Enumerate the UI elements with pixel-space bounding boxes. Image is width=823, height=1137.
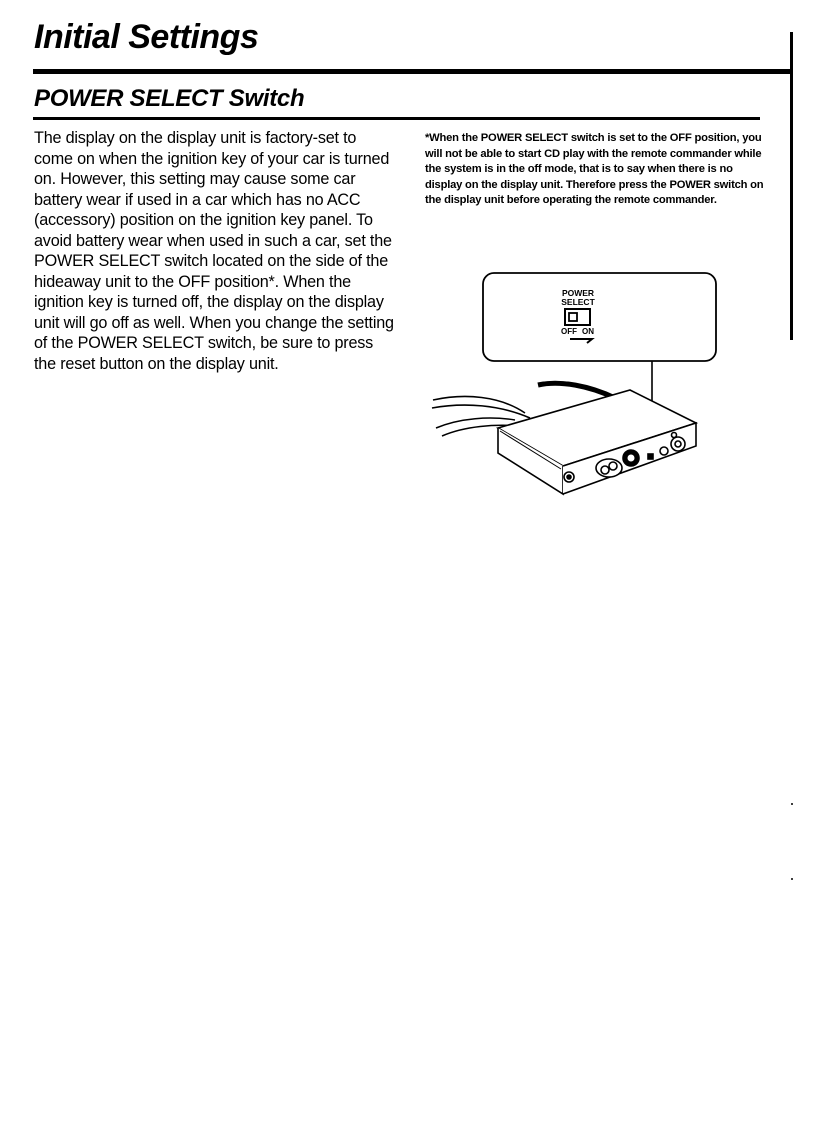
- scan-mark: [791, 803, 793, 805]
- body-paragraph: The display on the display unit is factory-set to come on when the ignition key of your car is turned on. However, this setting may cause some car battery wear if used in a car which has no ACC (accessory) position on the ignition key panel. To avoid battery wear when used in such a car, set the POWER SELECT switch located on the side of the hideaway unit to the OFF position*. When the ignition key is turned off, the display on the display unit will go off as well. When you change the setting of the POWER SELECT switch, be sure to press the reset button on the display unit.: [34, 129, 394, 373]
- scan-mark: [791, 878, 793, 880]
- callout-box: [483, 273, 716, 361]
- off-label: OFF: [561, 327, 577, 336]
- switch-icon: [565, 309, 590, 325]
- page-edge-bar: [790, 32, 793, 340]
- hideaway-unit-icon: [498, 390, 696, 494]
- title-rule: [33, 69, 793, 74]
- on-label: ON: [582, 327, 594, 336]
- power-label: POWER: [561, 288, 595, 298]
- select-label: SELECT: [561, 297, 595, 307]
- power-select-diagram: [430, 268, 730, 513]
- page-title: Initial Settings: [34, 18, 259, 56]
- footnote: *When the POWER SELECT switch is set to the OFF position, you will not be able to start CD play with the remote commander while the system is in the off mode, that is to say when there is no display on the display unit. Therefore press the POWER switch on the display unit before operating the remote commander.: [425, 132, 764, 206]
- section-title: POWER SELECT Switch: [34, 85, 305, 112]
- section-rule: [33, 117, 760, 120]
